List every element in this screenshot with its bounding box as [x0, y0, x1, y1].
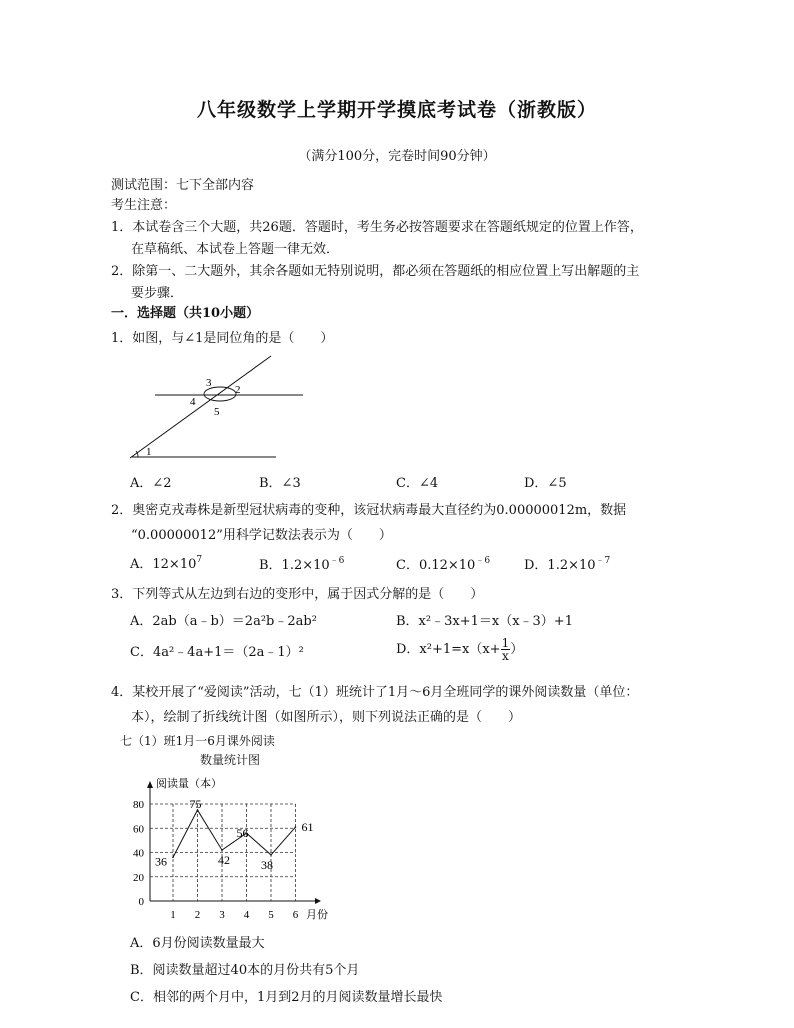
angle-label-5: 5	[214, 406, 220, 418]
data-label: 38	[261, 857, 273, 872]
y-tick-label: 40	[133, 847, 144, 860]
data-label: 75	[189, 797, 202, 812]
q2-option-a[interactable]: A．$12\times 10^7$	[130, 555, 203, 572]
notice-item-2-cont: 要步骤．	[131, 286, 184, 301]
data-point	[295, 826, 297, 828]
data-label: 42	[218, 853, 230, 868]
question-4-stem: 4．某校开展了“爱阅读”活动，七（1）班统计了1月～6月全班同学的课外阅读数量（单位：	[111, 685, 639, 700]
angle-figure	[120, 348, 320, 460]
q1-option-d[interactable]: D．∠5	[524, 476, 567, 491]
y-tick-label: 20	[133, 871, 144, 884]
angle-label-2: 2	[235, 384, 241, 396]
x-tick-label: 2	[194, 909, 201, 921]
q3-option-b[interactable]: B．x²﹣3x+1＝x（x﹣3）+1	[396, 614, 573, 629]
y-axis-arrow	[147, 781, 153, 788]
notice-title: 考生注意：	[111, 198, 177, 213]
q2-option-b[interactable]: B．$1.2\times 10^{﹣6}$	[259, 556, 345, 573]
data-point	[221, 849, 223, 851]
q2-option-d[interactable]: D．$1.2\times 10^{﹣7}$	[524, 556, 611, 573]
q1-option-a[interactable]: A．∠2	[130, 476, 172, 491]
data-label: 36	[155, 854, 167, 869]
q4-option-c[interactable]: C．相邻的两个月中，1月到2月的月阅读数量增长最快	[130, 990, 443, 1005]
x-tick-label: 1	[170, 909, 176, 921]
notice-item-1-cont: 在草稿纸、本试卷上答题一律无效．	[131, 242, 340, 257]
chart-title-line-1: 七（1）班1月一6月课外阅读	[120, 734, 275, 748]
x-tick-label: 3	[219, 909, 225, 921]
q4-option-a[interactable]: A．6月份阅读数量最大	[130, 936, 265, 951]
q3-option-c[interactable]: C．4a²﹣4a+1＝（2a﹣1）²	[130, 645, 304, 660]
data-label: 61	[301, 820, 314, 835]
x-axis-label: 月份	[306, 909, 328, 921]
y-tick-label: 60	[133, 823, 144, 836]
angle-label-4: 4	[190, 396, 196, 408]
y-tick-label: 80	[133, 799, 144, 811]
notice-item-1: 1．本试卷含三个大题，共26题．答题时，考生务必按答题要求在答题纸规定的位置上作答，	[111, 220, 643, 235]
y-axis-label: 阅读量（本）	[156, 778, 222, 790]
x-tick-label: 6	[292, 909, 299, 921]
question-2-stem: 2．奥密克戎毒株是新型冠状病毒的变种，该冠状病毒最大直径约为0.00000012m，数据	[111, 503, 627, 518]
question-2-stem-cont: “0.00000012”用科学记数法表示为（ ）	[131, 528, 392, 543]
data-point	[270, 854, 272, 856]
q4-option-b[interactable]: B．阅读数量超过40本的月份共有5个月	[130, 963, 360, 978]
q1-option-c[interactable]: C．∠4	[396, 476, 439, 491]
y-tick-label: 0	[138, 896, 144, 908]
notice-item-2: 2．除第一、二大题外，其余各题如无特别说明，都必须在答题纸的相应位置上写出解题的主	[111, 264, 640, 279]
q1-option-b[interactable]: B．∠3	[259, 476, 301, 491]
exam-title: 八年级数学上学期开学摸底考试卷（浙教版）	[196, 99, 597, 121]
data-point	[172, 857, 174, 859]
angle-label-1: 1	[146, 446, 152, 458]
chart-title-line-2: 数量统计图	[200, 753, 261, 767]
q2-option-c[interactable]: C．$0.12\times 10^{﹣6}$	[396, 556, 491, 573]
x-tick-label: 4	[243, 909, 250, 921]
section-heading: 一．选择题（共10小题）	[111, 306, 260, 321]
exam-subtitle: （满分100分，完卷时间90分钟）	[298, 149, 496, 164]
q3-option-d[interactable]: D．x²+1=x（x+ $\frac{1}{x}$ ）	[396, 636, 524, 663]
question-1-stem: 1．如图，与∠1是同位角的是（ ）	[111, 331, 334, 346]
data-label: 56	[236, 826, 249, 841]
reading-line-chart	[120, 770, 360, 922]
q3-option-a[interactable]: A．2ab（a﹣b）＝2a²b﹣2ab²	[130, 614, 317, 629]
question-4-stem-cont: 本），绘制了折线统计图（如图所示），则下列说法正确的是（ ）	[131, 710, 522, 725]
x-axis-arrow	[315, 898, 321, 904]
x-tick-label: 5	[268, 909, 274, 921]
angle-arc	[204, 387, 236, 401]
question-3-stem: 3．下列等式从左边到右边的变形中，属于因式分解的是（ ）	[111, 587, 484, 602]
series-line	[173, 810, 296, 857]
angle-label-3: 3	[206, 377, 212, 389]
transversal	[130, 356, 271, 458]
test-scope: 测试范围：七下全部内容	[111, 178, 255, 193]
